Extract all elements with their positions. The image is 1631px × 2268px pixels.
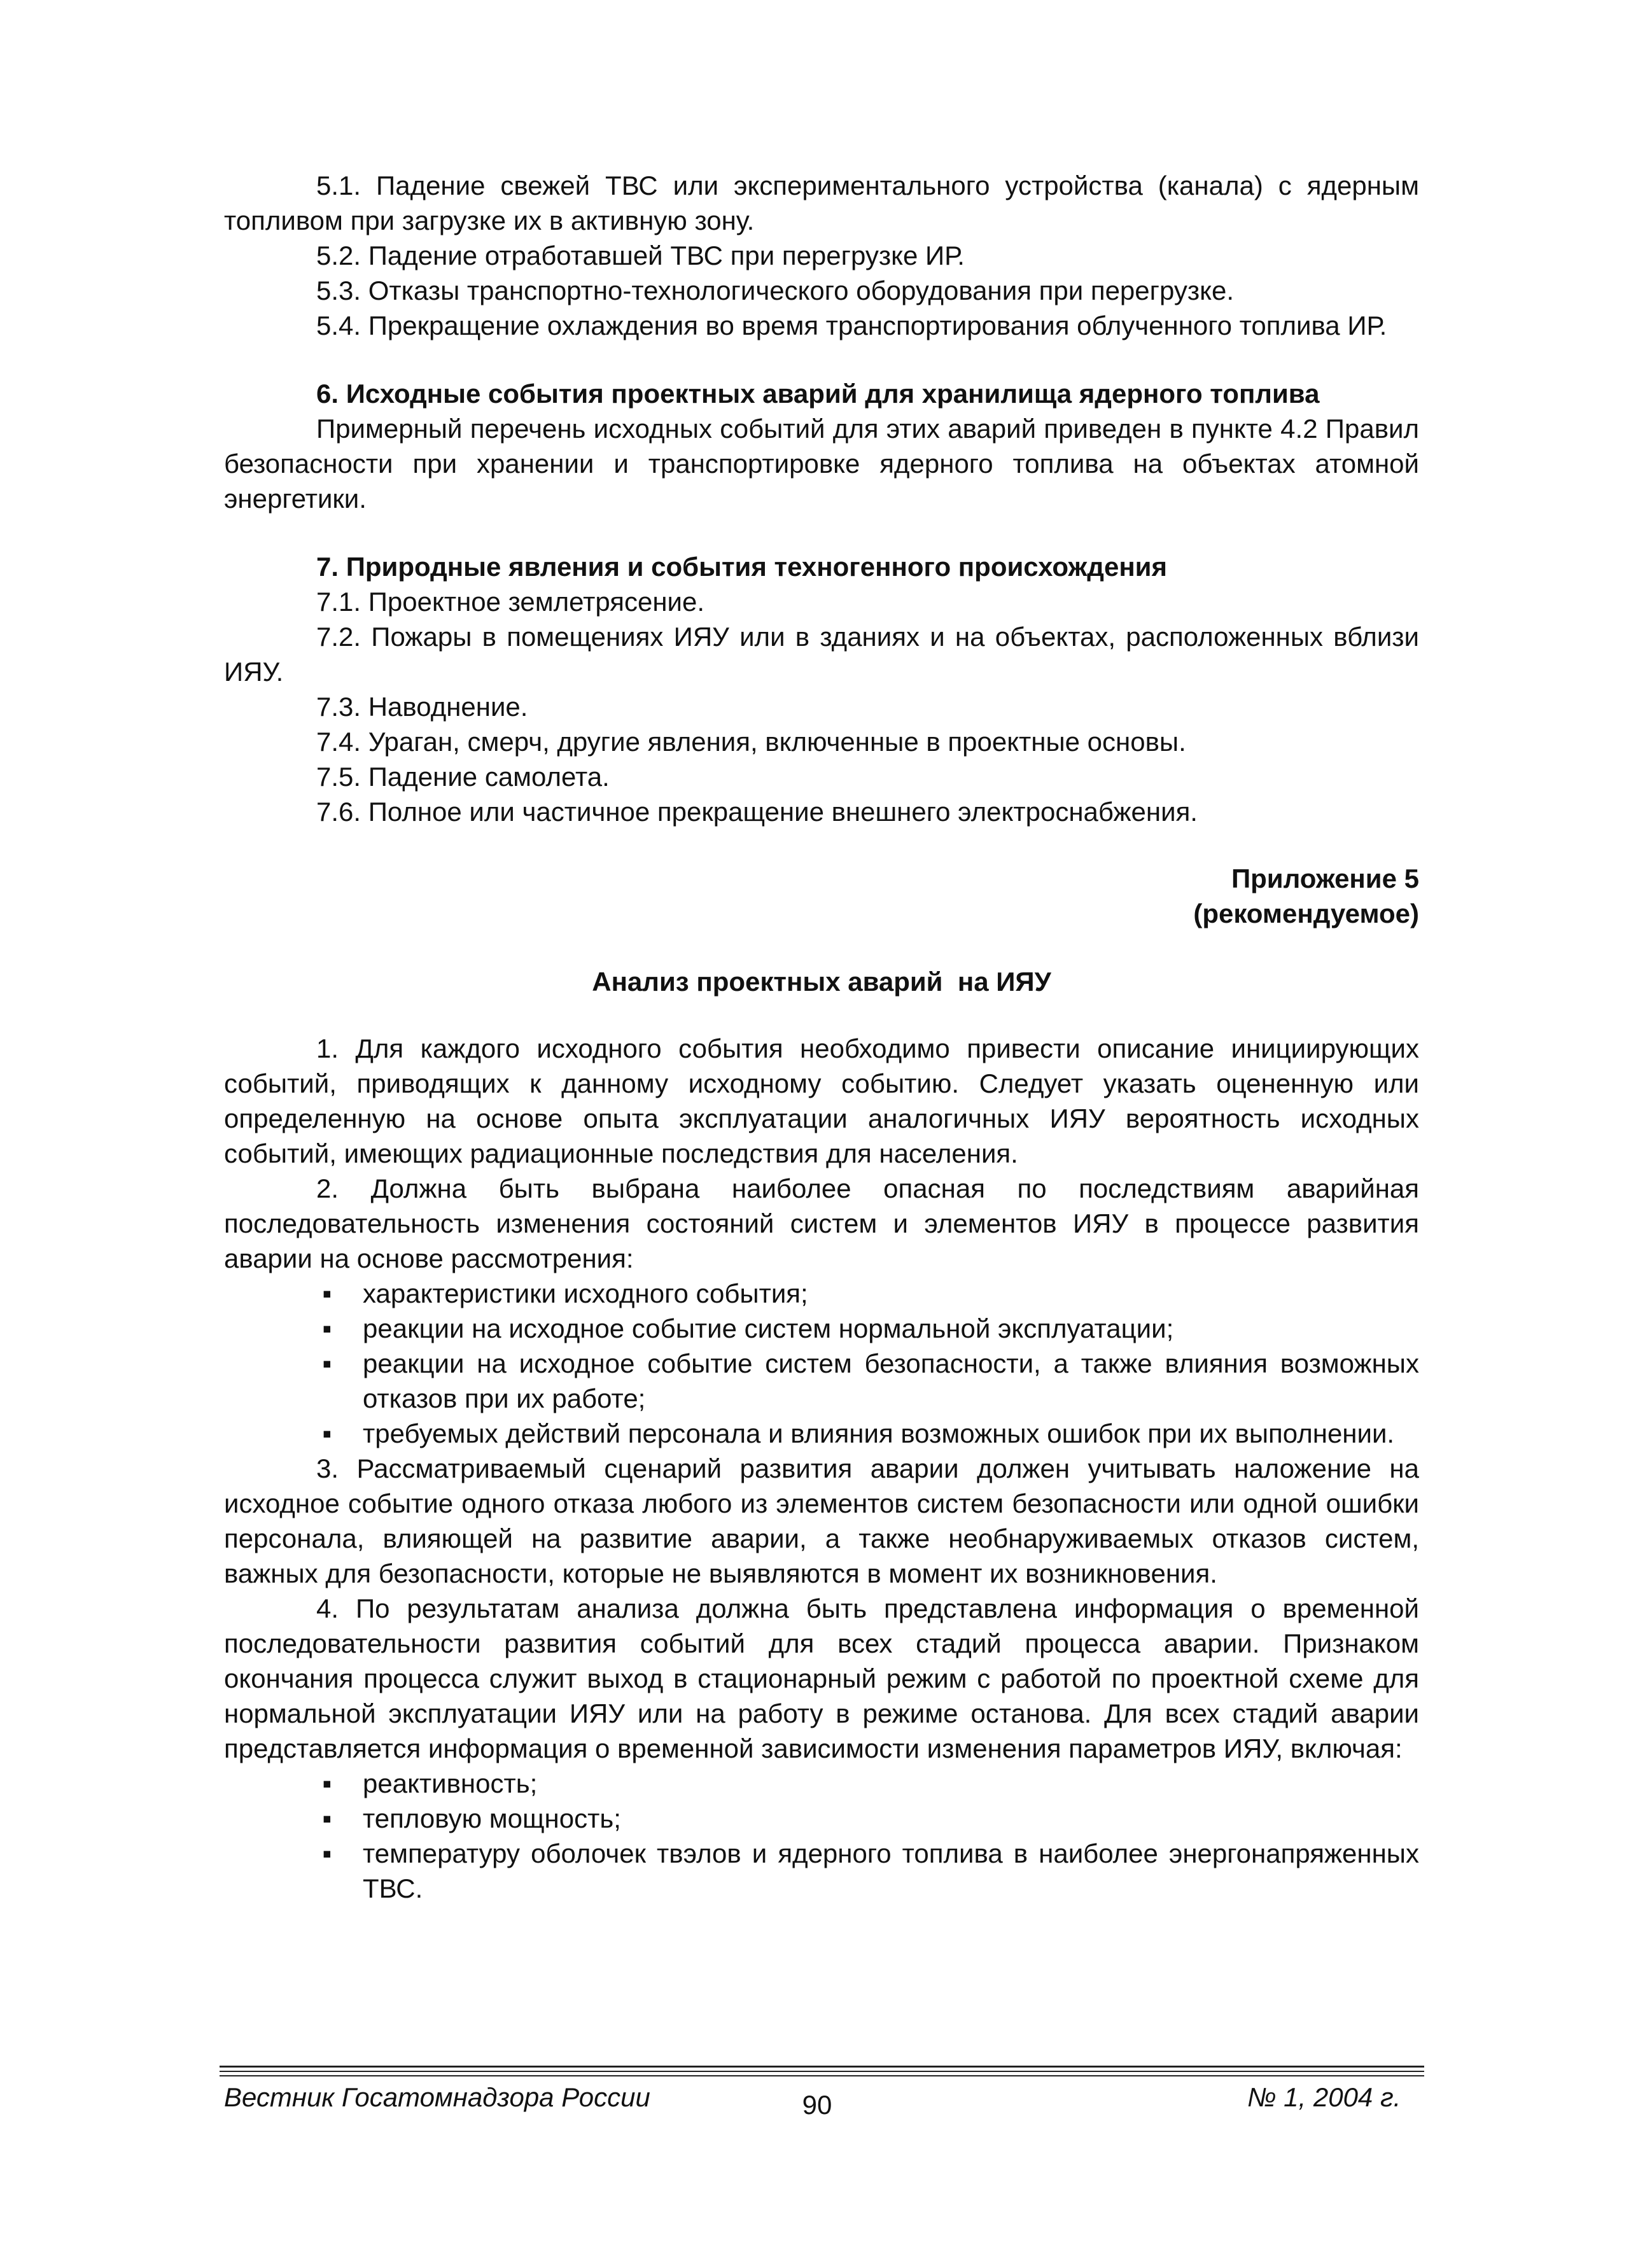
bullet-icon: ▪ (322, 1278, 332, 1308)
bullet-icon: ▪ (322, 1768, 332, 1798)
footer-journal-title: Вестник Госатомнадзора России (224, 2082, 650, 2112)
footer-issue: № 1, 2004 г. (1247, 2082, 1401, 2112)
page-number: 90 (802, 2090, 832, 2120)
list-item: ▪ температуру оболочек твэлов и ядерного топлива в наиболее энергонапряженных ТВС. (224, 1836, 1419, 1906)
item-7-5: 7.5. Падение самолета. (316, 762, 610, 792)
item-7-3: 7.3. Наводнение. (316, 692, 528, 722)
item-5-2: 5.2. Падение отработавшей ТВС при перегрузке ИР. (316, 241, 965, 270)
section-6-heading: 6. Исходные события проектных аварий для хранилища ядерного топлива (316, 379, 1320, 409)
consideration-list (224, 1276, 1419, 1451)
section-7-heading: 7. Природные явления и события техногенного происхождения (316, 552, 1168, 582)
bullet-icon: ▪ (322, 1803, 332, 1833)
list-item: ▪ реакции на исходное событие систем нормальной эксплуатации; (224, 1311, 1419, 1346)
paragraph-4: 4. По результатам анализа должна быть представлена информация о временной последовательности развития событий для всех стадий процесса аварии. Признаком окончания процесса служит выход в стационарный режим с работой по проектной схеме для нормальной эксплуатации ИЯУ или на работу в режиме останова. Для всех стадий аварии представляется информация о временной зависимости изменения параметров ИЯУ, включая: (224, 1593, 1419, 1763)
bullet-icon: ▪ (322, 1313, 332, 1343)
appendix-label: Приложение 5 (1231, 864, 1419, 893)
list-item: ▪ реакции на исходное событие систем безопасности, а также влияния возможных отказов при их работе; (224, 1346, 1419, 1416)
item-5-4: 5.4. Прекращение охлаждения во время транспортирования облученного топлива ИР. (316, 311, 1387, 340)
footer-rule (220, 2071, 1424, 2072)
item-7-1: 7.1. Проектное землетрясение. (316, 587, 705, 617)
appendix-title: Анализ проектных аварий на ИЯУ (592, 967, 1051, 997)
list-item: ▪ требуемых действий персонала и влияния возможных ошибок при их выполнении. (224, 1416, 1419, 1451)
paragraph-3: 3. Рассматриваемый сценарий развития аварии должен учитывать наложение на исходное событие одного отказа любого из элементов систем безопасности или одной ошибки персонала, влияющей на развитие аварии, а также необнаруживаемых отказов систем, важных для безопасности, которые не выявляются в момент их возникновения. (224, 1453, 1419, 1588)
parameters-list (224, 1766, 1419, 1906)
item-5-1: 5.1. Падение свежей ТВС или экспериментального устройства (канала) с ядерным топливом при загрузке их в активную зону. (224, 171, 1419, 235)
bullet-icon: ▪ (322, 1418, 332, 1448)
item-7-4: 7.4. Ураган, смерч, другие явления, включенные в проектные основы. (316, 727, 1186, 757)
list-item: ▪ характеристики исходного события; (224, 1276, 1419, 1311)
footer-rule (220, 2066, 1424, 2068)
list-item: ▪ тепловую мощность; (224, 1801, 1419, 1836)
document-body (224, 168, 1419, 1906)
item-5-3: 5.3. Отказы транспортно-технологического оборудования при перегрузке. (316, 276, 1234, 305)
paragraph-2: 2. Должна быть выбрана наиболее опасная по последствиям аварийная последовательность изменения состояний систем и элементов ИЯУ в процессе развития аварии на основе рассмотрения: (224, 1173, 1419, 1273)
item-7-6: 7.6. Полное или частичное прекращение внешнего электроснабжения. (316, 797, 1198, 827)
paragraph-1: 1. Для каждого исходного события необходимо привести описание инициирующих событий, приводящих к данному исходному событию. Следует указать оцененную или определенную на основе опыта эксплуатации аналогичных ИЯУ вероятность исходных событий, имеющих радиационные последствия для населения. (224, 1033, 1419, 1168)
section-6-text: Примерный перечень исходных событий для этих аварий приведен в пункте 4.2 Правил безопасности при хранении и транспортировке ядерного топлива на объектах атомной энергетики. (224, 414, 1419, 514)
bullet-icon: ▪ (322, 1348, 332, 1378)
footer-rule (220, 2075, 1424, 2076)
list-item: ▪ реактивность; (224, 1766, 1419, 1801)
bullet-icon: ▪ (322, 1838, 332, 1868)
item-7-2: 7.2. Пожары в помещениях ИЯУ или в зданиях и на объектах, расположенных вблизи ИЯУ. (224, 622, 1419, 687)
appendix-note: (рекомендуемое) (1193, 899, 1419, 928)
